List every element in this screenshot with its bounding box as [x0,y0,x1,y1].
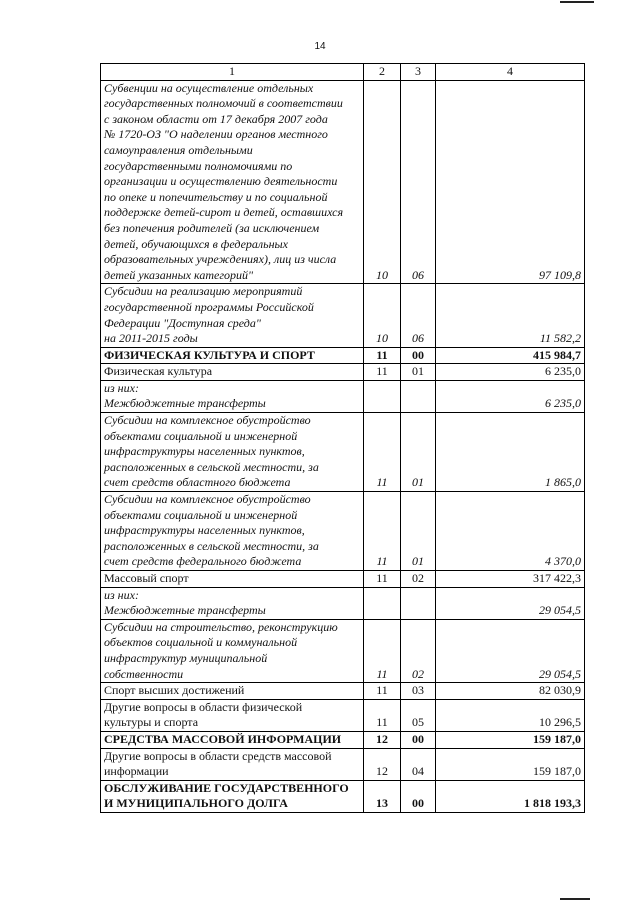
description-line: культуры и спорта [104,715,199,730]
description-line: из них: [104,587,139,602]
row-description [101,587,364,619]
row-amount: 4 370,0 [436,492,585,571]
row-subsection-code: 05 [401,699,436,731]
table-row [101,683,585,700]
row-section-code: 11 [364,683,401,700]
row-description [101,80,364,284]
description-line: организации и осуществлению деятельности [104,174,338,189]
row-section-code: 11 [364,364,401,381]
row-section-code: 10 [364,80,401,284]
row-amount: 10 296,5 [436,699,585,731]
table-row [101,619,585,682]
row-description [101,413,364,492]
row-section-code: 11 [364,347,401,364]
table-row [101,80,585,284]
description-line: государственных полномочий в соответствии [104,96,343,111]
row-subsection-code: 06 [401,284,436,347]
page-number: 14 [314,41,326,52]
row-subsection-code: 00 [401,347,436,364]
description-line: по опеке и попечительству и по социальной [104,189,328,204]
description-line: Субсидии на строительство, реконструкцию [104,619,338,634]
row-amount: 97 109,8 [436,80,585,284]
scan-mark-top [560,1,594,3]
row-section-code: 11 [364,699,401,731]
row-subsection-code: 02 [401,619,436,682]
table-row [101,731,585,748]
description-line: с законом области от 17 декабря 2007 года [104,111,328,126]
description-line: ОБСЛУЖИВАНИЕ ГОСУДАРСТВЕННОГО [104,780,349,795]
row-amount: 1 818 193,3 [436,780,585,812]
table-row [101,748,585,780]
description-line: собственности [104,666,184,681]
row-subsection-code: 04 [401,748,436,780]
description-line: инфраструктуры населенных пунктов, [104,523,305,538]
header-cell-2: 2 [364,64,401,81]
description-line: Федерации "Доступная среда" [104,315,261,330]
description-line: без попечения родителей (за исключением [104,220,320,235]
description-line: Массовый спорт [104,571,189,585]
description-line: расположенных в сельской местности, за [104,459,319,474]
description-line: ФИЗИЧЕСКАЯ КУЛЬТУРА И СПОРТ [104,347,315,362]
table-row [101,587,585,619]
description-line: Другие вопросы в области средств массовой [104,748,332,763]
description-line: инфраструктуры населенных пунктов, [104,444,305,459]
description-line: СРЕДСТВА МАССОВОЙ ИНФОРМАЦИИ [104,731,342,746]
description-line: Спорт высших достижений [104,683,245,698]
row-subsection-code [401,587,436,619]
description-line: инфраструктур муниципальной [104,650,268,665]
row-amount: 82 030,9 [436,683,585,700]
row-section-code [364,380,401,412]
description-line: детей указанных категорий" [104,267,254,282]
row-amount: 159 187,0 [436,748,585,780]
row-description [101,780,364,812]
table-row [101,413,585,492]
budget-table [100,63,585,813]
row-description [101,284,364,347]
description-line: образовательных учреждениях), лиц из числа [104,252,337,267]
row-amount: 1 865,0 [436,413,585,492]
row-section-code: 12 [364,731,401,748]
row-subsection-code: 01 [401,413,436,492]
table-row [101,347,585,364]
row-description [101,571,364,588]
description-line: Межбюджетные трансферты [104,603,266,618]
row-amount: 29 054,5 [436,587,585,619]
description-line: Субсидии на реализацию мероприятий [104,284,303,299]
description-line: Межбюджетные трансферты [104,396,266,411]
description-line: расположенных в сельской местности, за [104,538,319,553]
description-line: объектами социальной и инженерной [104,507,298,522]
row-subsection-code: 03 [401,683,436,700]
description-line: объектами социальной и инженерной [104,428,298,443]
description-line: из них: [104,380,139,395]
description-line: государственной программы Российской [104,299,314,314]
description-line: самоуправления отдельными [104,142,253,157]
table-row [101,284,585,347]
row-subsection-code: 00 [401,780,436,812]
row-amount: 415 984,7 [436,347,585,364]
header-cell-4: 4 [436,64,585,81]
description-line: счет средств федерального бюджета [104,554,302,569]
table-row [101,492,585,571]
row-description [101,364,364,381]
description-line: поддержке детей-сирот и детей, оставшихся [104,205,344,220]
description-line: И МУНИЦИПАЛЬНОГО ДОЛГА [104,796,288,811]
row-description [101,731,364,748]
row-description [101,380,364,412]
row-section-code: 11 [364,619,401,682]
table-row [101,380,585,412]
row-description [101,683,364,700]
table-header-row [101,64,585,81]
row-section-code [364,587,401,619]
description-line: счет средств областного бюджета [104,475,291,490]
row-section-code: 13 [364,780,401,812]
description-line: объектов социальной и коммунальной [104,635,298,650]
description-line: на 2011-2015 годы [104,331,198,346]
row-amount: 317 422,3 [436,571,585,588]
description-line: детей, обучающихся в федеральных [104,236,288,251]
table-row [101,364,585,381]
row-description [101,748,364,780]
description-line: Субвенции на осуществление отдельных [104,80,314,95]
description-line: государственными полномочиями по [104,158,293,173]
row-section-code: 10 [364,284,401,347]
row-subsection-code: 06 [401,80,436,284]
header-cell-3: 3 [401,64,436,81]
description-line: Субсидии на комплексное обустройство [104,413,311,428]
row-amount: 6 235,0 [436,380,585,412]
row-section-code: 11 [364,492,401,571]
row-section-code: 11 [364,571,401,588]
table-row [101,571,585,588]
table-row [101,699,585,731]
description-line: № 1720-ОЗ "О наделении органов местного [104,127,328,142]
row-description [101,699,364,731]
description-line: Субсидии на комплексное обустройство [104,492,311,507]
row-description [101,619,364,682]
description-line: Другие вопросы в области физической [104,699,303,714]
row-section-code: 12 [364,748,401,780]
description-line: Физическая культура [104,364,213,379]
row-subsection-code: 02 [401,571,436,588]
header-cell-1: 1 [101,64,364,81]
row-section-code: 11 [364,413,401,492]
row-amount: 159 187,0 [436,731,585,748]
row-amount: 29 054,5 [436,619,585,682]
budget-table-body [101,64,585,813]
row-subsection-code: 01 [401,364,436,381]
row-description [101,347,364,364]
row-subsection-code [401,380,436,412]
row-subsection-code: 01 [401,492,436,571]
description-line: информации [104,764,169,779]
row-amount: 6 235,0 [436,364,585,381]
row-subsection-code: 00 [401,731,436,748]
row-amount: 11 582,2 [436,284,585,347]
scan-mark-bottom [560,898,590,900]
table-row [101,780,585,812]
row-description [101,492,364,571]
